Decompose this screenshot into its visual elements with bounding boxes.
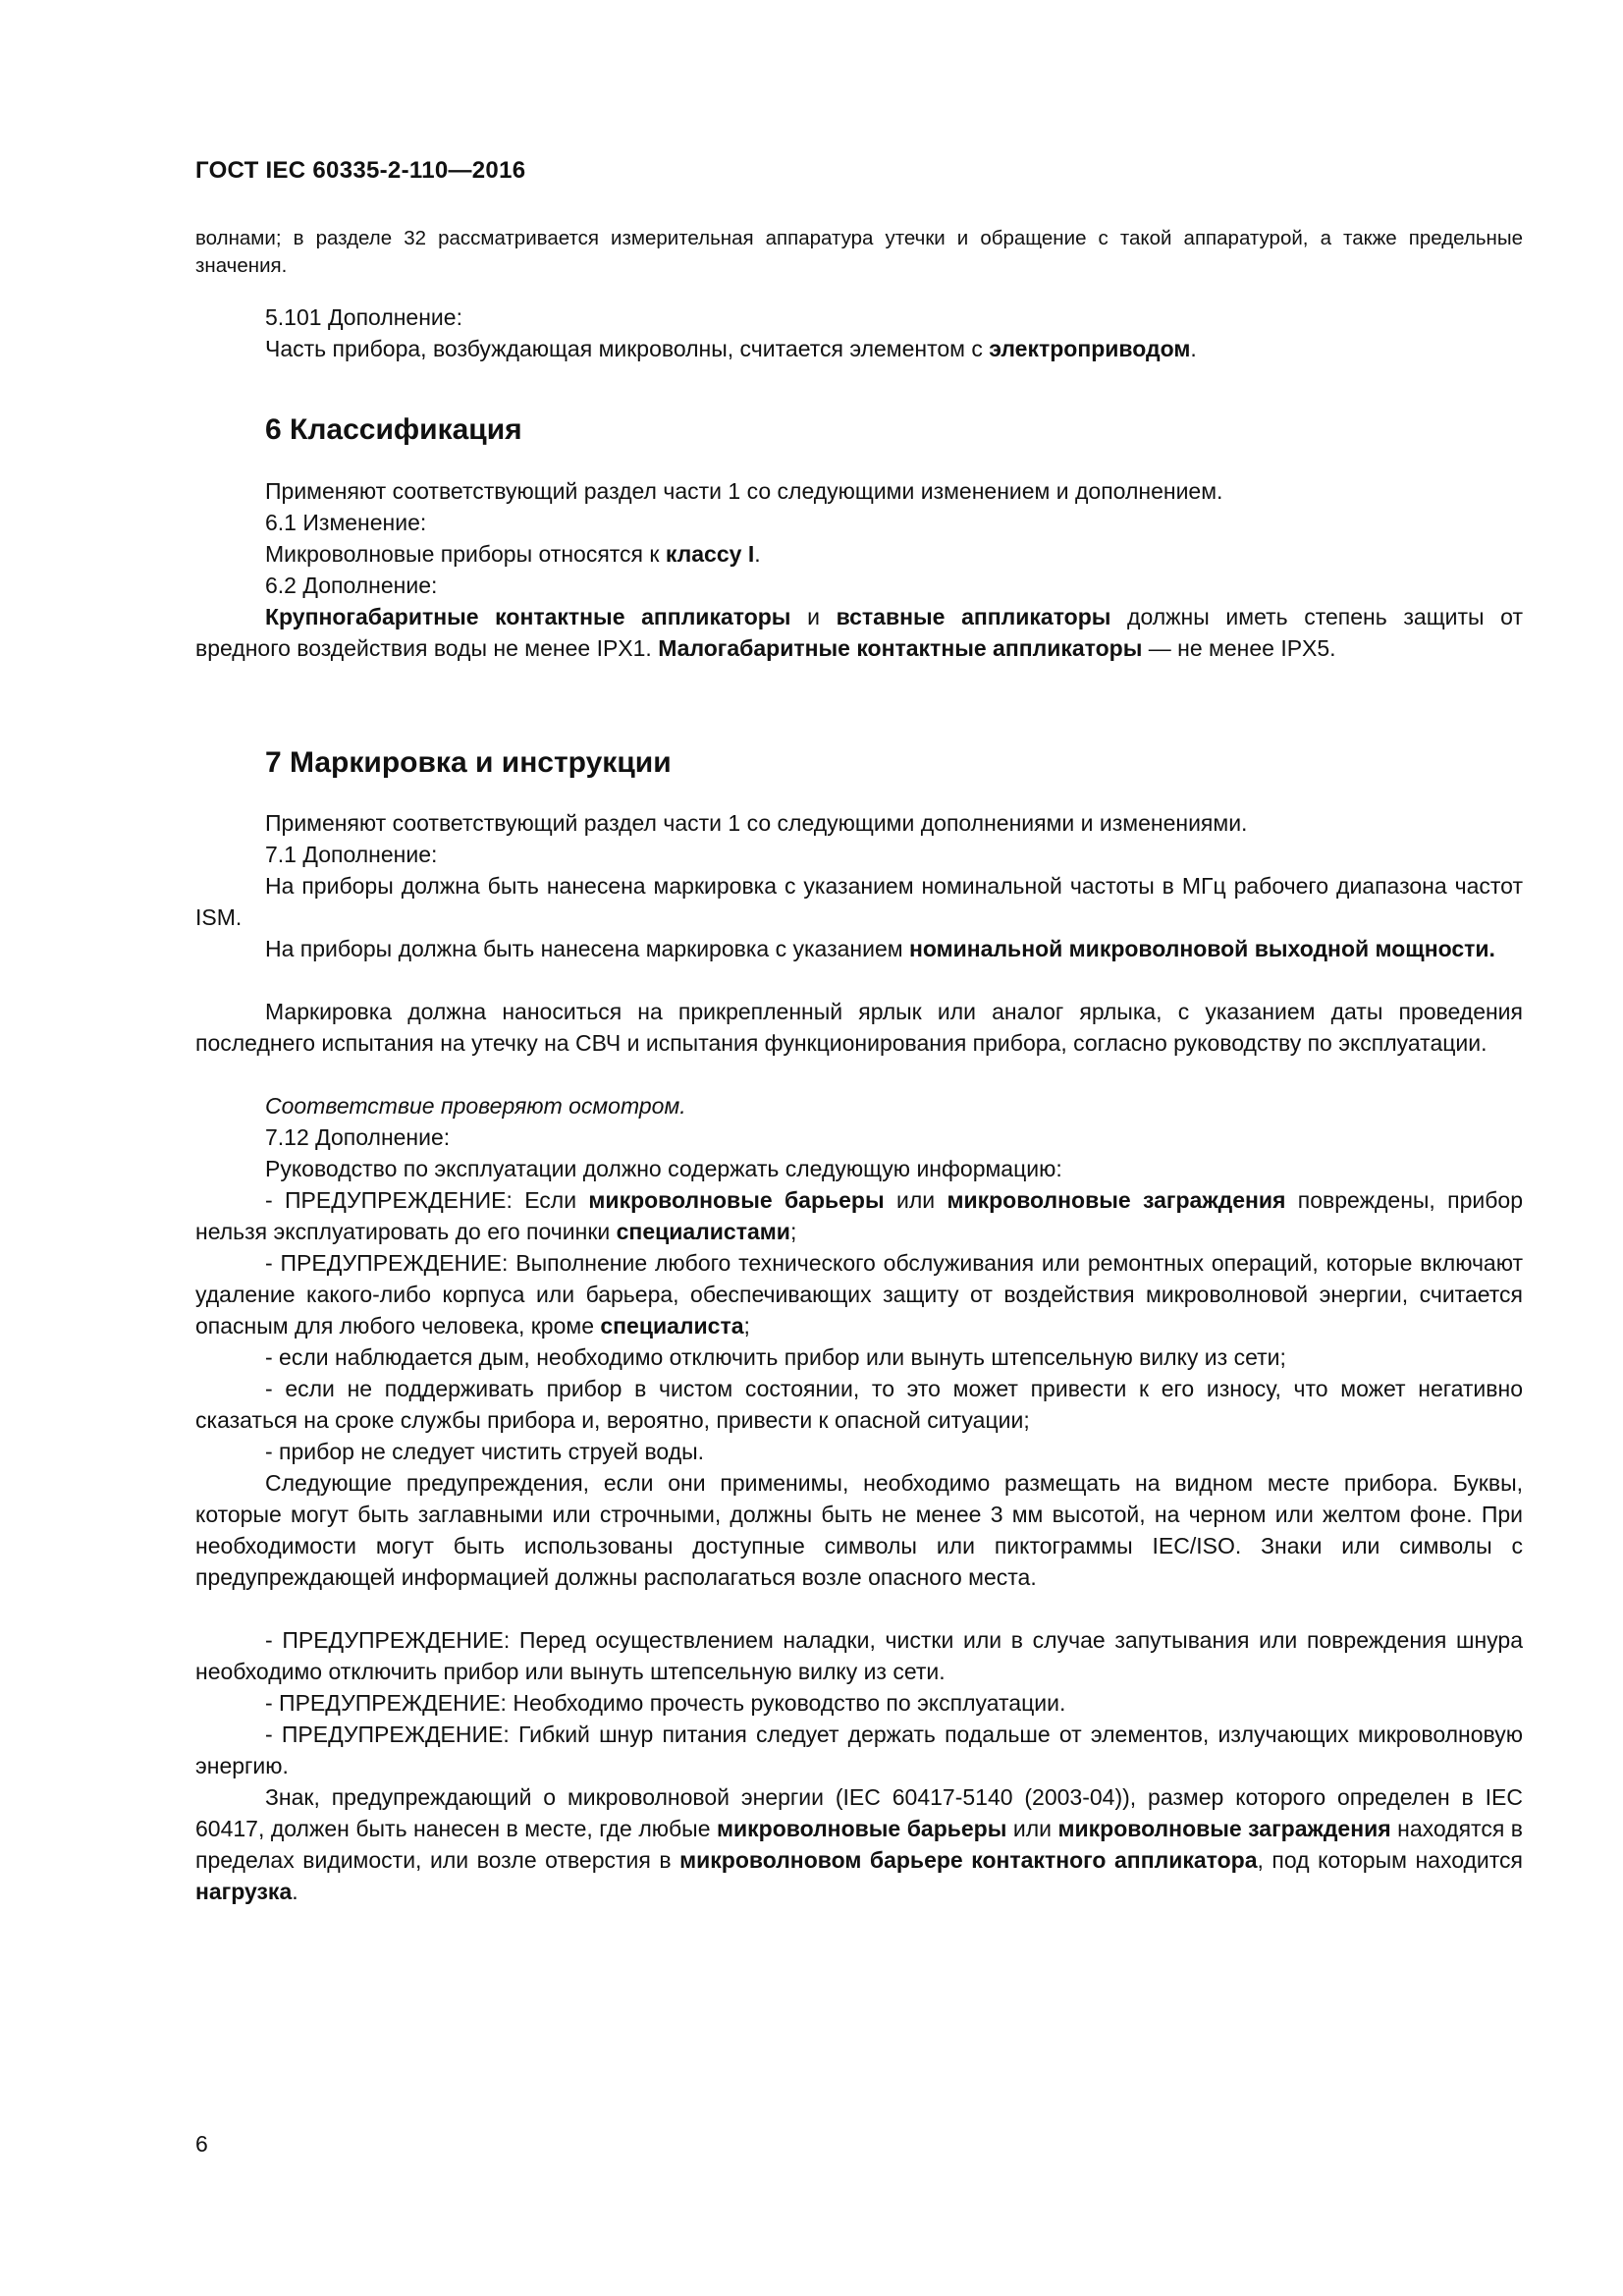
warning-item: - ПРЕДУПРЕЖДЕНИЕ: Гибкий шнур питания следует держать подальше от элементов, излучающих микроволновую энергию. xyxy=(195,1722,1523,1778)
section-7-heading: 7 Маркировка и инструкции xyxy=(265,746,672,779)
clause-7-1-text: На приборы должна быть нанесена маркировка с указанием номинальной частоты в МГц рабочего диапазона частот ISM. xyxy=(195,873,1523,930)
warning-item: - ПРЕДУПРЕЖДЕНИЕ: Перед осуществлением наладки, чистки или в случае запутывания или повреждения шнура необходимо отключить прибор или вынуть штепсельную вилку из сети. xyxy=(195,1627,1523,1684)
clause-7-12-text: Руководство по эксплуатации должно содержать следующую информацию: xyxy=(265,1156,1062,1181)
clause-7-1-label: 7.1 Дополнение: xyxy=(265,842,438,867)
clause-7-12-label: 7.12 Дополнение: xyxy=(265,1124,451,1150)
list-item: - если наблюдается дым, необходимо отключить прибор или вынуть штепсельную вилку из сети; xyxy=(265,1344,1286,1370)
page-number: 6 xyxy=(195,2131,208,2157)
warning-item: - ПРЕДУПРЕЖДЕНИЕ: Если микроволновые барьеры или микроволновые заграждения повреждены, прибор нельзя эксплуатировать до его починки специалистами; xyxy=(195,1187,1524,1244)
warning-item: - ПРЕДУПРЕЖДЕНИЕ: Выполнение любого технического обслуживания или ремонтных операций, которые включают удаление какого-либо корпуса или барьера, обеспечивающих защиту от воздействия микроволновой энергии, считается опасным для любого человека, кроме специалиста; xyxy=(195,1250,1523,1339)
microwave-sign-paragraph: Знак, предупреждающий о микроволновой энергии (IEC 60417-5140 (2003-04)), размер которого определен в IEC 60417, должен быть нанесен в месте, где любые микроволновые барьеры или микроволновые заграждения находятся в пределах видимости, или возле отверстия в микроволновом барьере контактного аппликатора, под которым находится нагрузка. xyxy=(195,1784,1523,1904)
document-header: ГОСТ IEC 60335-2-110—2016 xyxy=(195,157,526,184)
clause-5-101-label: 5.101 Дополнение: xyxy=(265,304,462,330)
warnings-placement-paragraph: Следующие предупреждения, если они применимы, необходимо размещать на видном месте прибора. Буквы, которые могут быть заглавными или строчными, должны быть не менее 3 мм высотой, на черном или желтом фоне. При необходимости могут быть использованы доступные символы или пиктограммы IEC/ISO. Знаки или символы с предупреждающей информацией должны располагаться возле опасного места. xyxy=(195,1470,1523,1590)
clause-7-1-power-text: На приборы должна быть нанесена маркировка с указанием номинальной микроволновой выходной мощности. xyxy=(265,936,1495,961)
clause-5-101-text: Часть прибора, возбуждающая микроволны, считается элементом с электроприводом. xyxy=(265,336,1197,361)
section-6-paragraph: Применяют соответствующий раздел части 1 со следующими изменением и дополнением. xyxy=(265,478,1223,504)
section-6-heading: 6 Классификация xyxy=(265,413,522,446)
list-item: - прибор не следует чистить струей воды. xyxy=(265,1439,705,1464)
clause-7-1-label-text: Маркировка должна наноситься на прикрепленный ярлык или аналог ярлыка, с указанием даты проведения последнего испытания на утечку на СВЧ и испытания функционирования прибора, согласно руководству по эксплуатации. xyxy=(195,999,1523,1056)
clause-6-1-text: Микроволновые приборы относятся к классу I. xyxy=(265,541,761,567)
intro-paragraph: волнами; в разделе 32 рассматривается измерительная аппаратура утечки и обращение с такой аппаратурой, а также предельные значения. xyxy=(195,227,1523,277)
warning-item: - ПРЕДУПРЕЖДЕНИЕ: Необходимо прочесть руководство по эксплуатации. xyxy=(265,1690,1066,1716)
list-item: - если не поддерживать прибор в чистом состоянии, то это может привести к его износу, что может негативно сказаться на сроке службы прибора и, вероятно, привести к опасной ситуации; xyxy=(195,1376,1523,1433)
clause-6-2-label: 6.2 Дополнение: xyxy=(265,573,438,598)
clause-6-1-label: 6.1 Изменение: xyxy=(265,510,427,535)
clause-6-2-text: Крупногабаритные контактные аппликаторы и вставные аппликаторы должны иметь степень защиты от вредного воздействия воды не менее IPX1. Малогабаритные контактные аппликаторы — не менее IPX5. xyxy=(195,604,1523,661)
section-7-paragraph: Применяют соответствующий раздел части 1 со следующими дополнениями и изменениями. xyxy=(265,810,1248,836)
compliance-check-text: Соответствие проверяют осмотром. xyxy=(265,1093,686,1119)
